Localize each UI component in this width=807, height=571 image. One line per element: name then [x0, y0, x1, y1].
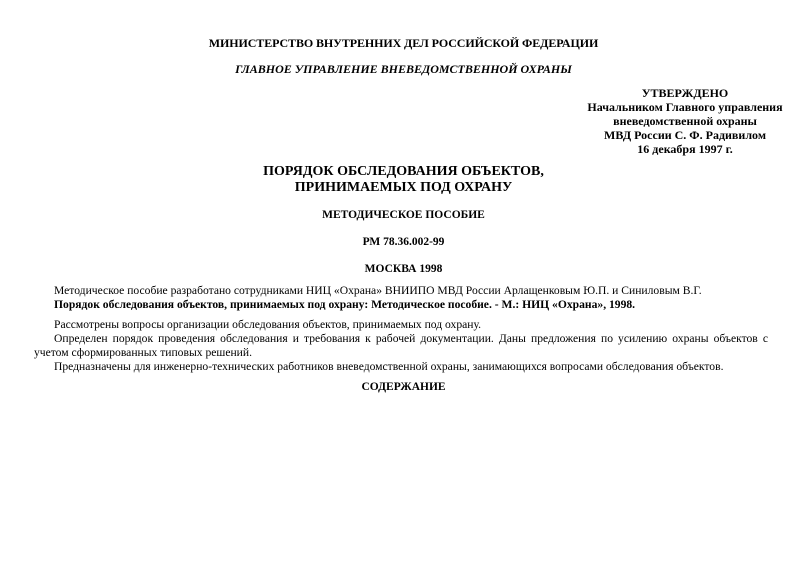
- toc-heading: СОДЕРЖАНИЕ: [361, 381, 446, 393]
- ministry-name: МИНИСТЕРСТВО ВНУТРЕННИХ ДЕЛ РОССИЙСКОЙ ФЕДЕРАЦИИ: [208, 36, 599, 50]
- authors-paragraph: Методическое пособие разработано сотрудниками НИЦ «Охрана» ВНИИПО МВД России Арлащенковым Ю.П. и Синиловым В.Г.: [54, 284, 702, 297]
- summary-paragraph-2: Определен порядок проведения обследования и требования к рабочей документации. Даны предложения по усилению охраны объектов с учетом сформированных типовых решений.: [34, 332, 768, 359]
- approval-word: УТВЕРЖДЕНО: [641, 86, 729, 100]
- title-line-1: ПОРЯДОК ОБСЛЕДОВАНИЯ ОБЪЕКТОВ,: [263, 164, 544, 179]
- summary-paragraph-3: Предназначены для инженерно-технических работников вневедомственной охраны, занимающихся вопросами обследования объектов.: [54, 360, 724, 373]
- department-name: ГЛАВНОЕ УПРАВЛЕНИЕ ВНЕВЕДОМСТВЕННОЙ ОХРАНЫ: [235, 62, 572, 76]
- citation-paragraph: Порядок обследования объектов, принимаемых под охрану: Методическое пособие. - М.: НИЦ «Охрана», 1998.: [54, 298, 636, 311]
- document-code: РМ 78.36.002-99: [362, 236, 445, 248]
- approval-line-1: Начальником Главного управления: [587, 100, 783, 114]
- title-line-2: ПРИНИМАЕМЫХ ПОД ОХРАНУ: [294, 180, 513, 195]
- approval-line-3: МВД России С. Ф. Радивилом: [604, 128, 766, 142]
- approval-date: 16 декабря 1997 г.: [637, 142, 733, 156]
- summary-paragraph-1: Рассмотрены вопросы организации обследования объектов, принимаемых под охрану.: [54, 318, 482, 331]
- approval-block: [560, 86, 807, 156]
- approval-line-2: вневедомственной охраны: [613, 114, 757, 128]
- document-title: [0, 164, 807, 196]
- city-year: МОСКВА 1998: [364, 263, 443, 275]
- document-subtitle: МЕТОДИЧЕСКОЕ ПОСОБИЕ: [322, 209, 485, 221]
